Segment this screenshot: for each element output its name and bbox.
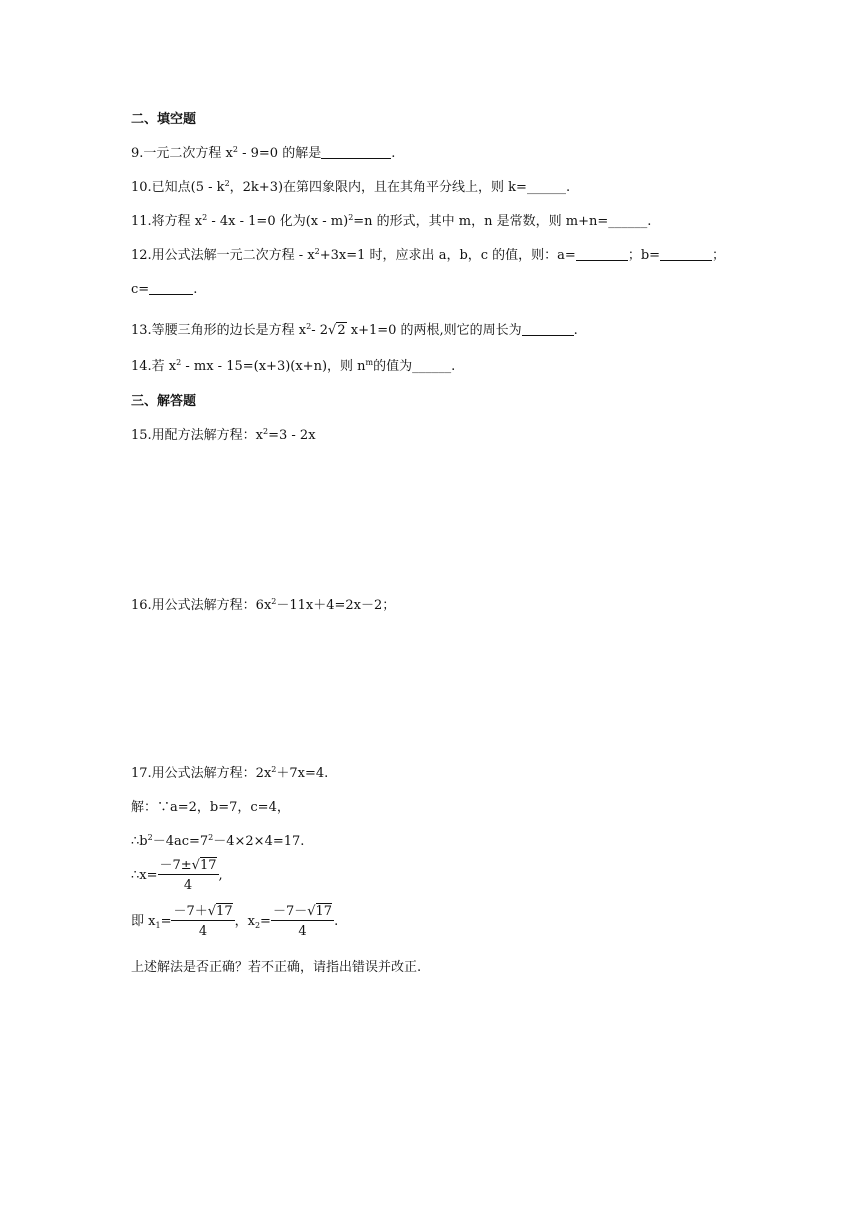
question-11: 11.将方程 $x^2 - 4x - 1=0$ 化为(x - m)$^2$=n 的形式，其中 m，n 是常数，则 m+n=______. <box>131 213 652 229</box>
question-15: 15.用配方法解方程：$x^2=3 - 2x$ <box>131 427 316 443</box>
question-10: 10.已知点($5 - k^2$，2k+3)在第四象限内，且在其角平分线上，则 k=______. <box>131 179 571 195</box>
question-17: 17.用公式法解方程：$2x^2+7x=4$. <box>131 765 329 781</box>
fraction: $\frac{-7\pm√17}{4}$ <box>159 858 217 893</box>
solution-line-1: 解：∵a=2，b=7，c=4， <box>131 800 290 815</box>
solution-question: 上述解法是否正确？若不正确，请指出错误并改正. <box>131 960 422 975</box>
answer-blank[interactable] <box>321 146 391 159</box>
sqrt-expression: √2 <box>328 323 346 338</box>
solution-line-3: ∴x= $\frac{-7\pm√17}{4}$ , <box>131 858 223 893</box>
question-12-line2: c= . <box>131 282 198 297</box>
question-14: 14.若 $x^2$ - mx - 15=(x+3)(x+n)，则 $n^m$的值为______. <box>131 358 456 374</box>
answer-blank-c[interactable] <box>149 282 193 295</box>
question-12: 12.用公式法解一元二次方程 - $x^2+3x=1$ 时，应求出 a，b，c 的值，则：a= ；b= ； <box>131 247 726 263</box>
fraction-x2: $\frac{-7-√17}{4}$ <box>272 904 333 939</box>
question-13: 13.等腰三角形的边长是方程 $x^2-$ 2√2 x+1=0 的两根,则它的周长为 . <box>131 322 578 338</box>
solution-line-4: 即 $x_1=$ $\frac{-7+√17}{4}$ ，$x_2=$ $\frac{-7-√17}{4}$ . <box>131 904 339 939</box>
answer-blank[interactable] <box>522 323 574 336</box>
section-heading-fill-blank: 二、填空题 <box>131 112 197 127</box>
question-16: 16.用公式法解方程：$6x^2-11x+4=2x-2$； <box>131 597 396 613</box>
answer-blank-a[interactable] <box>576 248 628 261</box>
question-9: 9.一元二次方程 $x^2 - 9=0$ 的解是 . <box>131 145 396 161</box>
fraction-x1: $\frac{-7+√17}{4}$ <box>173 904 233 939</box>
solution-line-2: $\therefore b^2-4ac=7^2-4\times 2\times 4=17$. <box>131 833 305 849</box>
answer-blank-b[interactable] <box>660 248 712 261</box>
section-heading-answer: 三、解答题 <box>131 394 197 409</box>
